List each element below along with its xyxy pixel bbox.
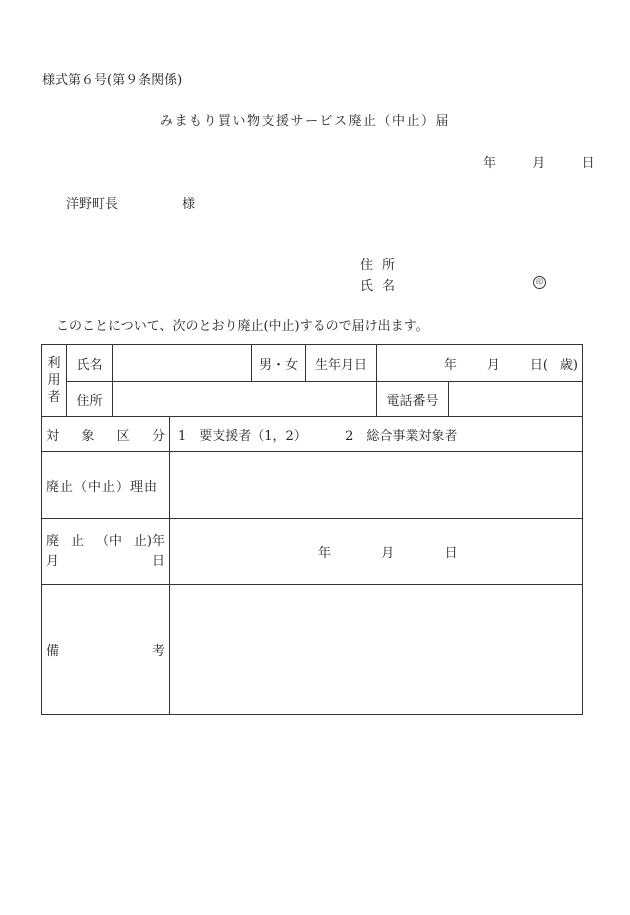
address-label: 住所	[67, 382, 113, 417]
intro-text: このことについて、次のとおり廃止(中止)するので届け出ます。	[56, 319, 429, 334]
table-row-target	[42, 417, 583, 452]
table-row-remarks	[42, 585, 583, 715]
date-month-label: 月	[532, 156, 546, 171]
addressee	[66, 193, 195, 212]
table-row-date	[42, 519, 583, 585]
address-field[interactable]	[113, 382, 377, 417]
target-option-general[interactable]: 2 総合事業対象者	[345, 428, 458, 444]
reason-label: 廃止（中止）理由	[42, 452, 170, 519]
document-title: みまもり買い物支援サービス廃止（中止）届	[160, 114, 451, 129]
name-field[interactable]	[113, 345, 252, 382]
form-number: 様式第６号(第９条関係)	[42, 73, 183, 88]
name-label: 氏名	[67, 345, 113, 382]
notice-form-table	[41, 344, 583, 715]
addressee-name: 洋野町長	[66, 197, 119, 212]
honorific: 様	[182, 197, 196, 212]
date-day-label: 日	[581, 156, 595, 171]
applicant-address-label: 住所	[360, 258, 405, 273]
table-row-reason	[42, 452, 583, 519]
applicant-name-label: 氏名	[360, 279, 405, 294]
phone-label: 電話番号	[377, 382, 449, 417]
dob-label: 生年月日	[306, 345, 377, 382]
table-row-user-name	[42, 345, 583, 382]
target-category-label: 対 象 区 分	[42, 417, 170, 452]
gender-selector[interactable]: 男・女	[252, 345, 306, 382]
submission-date	[483, 152, 595, 171]
target-category-options[interactable]	[170, 417, 583, 452]
user-label: 利 用 者	[42, 345, 67, 417]
remarks-label: 備 考	[42, 585, 170, 715]
stop-date-label: 廃 止 （中 止)年 月 日	[42, 519, 170, 585]
reason-field[interactable]	[170, 452, 583, 519]
target-option-support[interactable]: 1 要支援者（1，2）	[178, 428, 307, 444]
stop-date-field[interactable]: 年 月 日	[170, 519, 583, 585]
date-year-label: 年	[483, 156, 497, 171]
dob-field[interactable]: 年 月 日( 歳)	[377, 345, 583, 382]
phone-field[interactable]	[449, 382, 583, 417]
seal-icon: 印	[533, 276, 546, 289]
table-row-user-address	[42, 382, 583, 417]
remarks-field[interactable]	[170, 585, 583, 715]
